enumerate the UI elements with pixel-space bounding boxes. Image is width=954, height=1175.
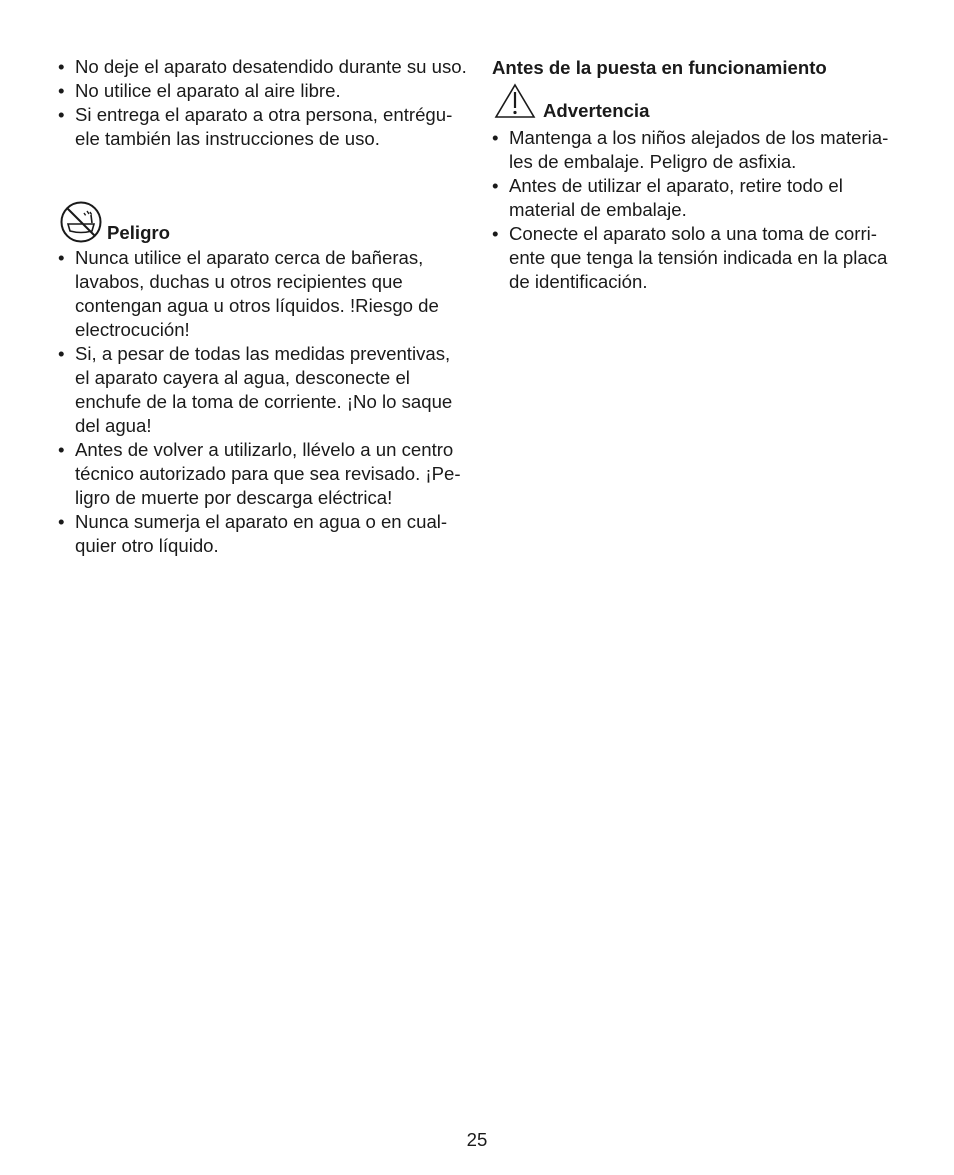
list-item: • No utilice el aparato al aire libre. [58,79,468,103]
peligro-list [58,246,468,558]
list-item: • Si, a pesar de todas las medidas preventivas, el aparato cayera al agua, desconecte el enchufe de la toma de corriente. ¡No lo saque del agua! [58,342,468,438]
warning-triangle-icon [494,83,536,119]
section-title: Antes de la puesta en funcionamiento [492,57,827,78]
advertencia-heading: Advertencia [543,100,650,121]
list-item: • Nunca utilice el aparato cerca de bañeras, lavabos, duchas u otros recipientes que contengan agua u otros líquidos. !Riesgo de electrocución! [58,246,468,342]
list-item: • Nunca sumerja el aparato en agua o en cual- quier otro líquido. [58,510,468,558]
list-item: • Mantenga a los niños alejados de los materia- les de embalaje. Peligro de asfixia. [492,126,902,174]
list-item: • Si entrega el aparato a otra persona, entrégu- ele también las instrucciones de uso. [58,103,468,151]
no-water-bath-icon [59,200,103,244]
list-item: • Antes de utilizar el aparato, retire todo el material de embalaje. [492,174,902,222]
list-item: • Antes de volver a utilizarlo, llévelo a un centro técnico autorizado para que sea revisado. ¡Pe- ligro de muerte por descarga eléctrica! [58,438,468,510]
advertencia-list [492,126,902,294]
intro-list [58,55,468,151]
list-item: • Conecte el aparato solo a una toma de corri- ente que tenga la tensión indicada en la placa de identificación. [492,222,902,294]
list-item: • No deje el aparato desatendido durante su uso. [58,55,468,79]
page-number: 25 [466,1129,488,1150]
peligro-heading: Peligro [107,222,171,243]
